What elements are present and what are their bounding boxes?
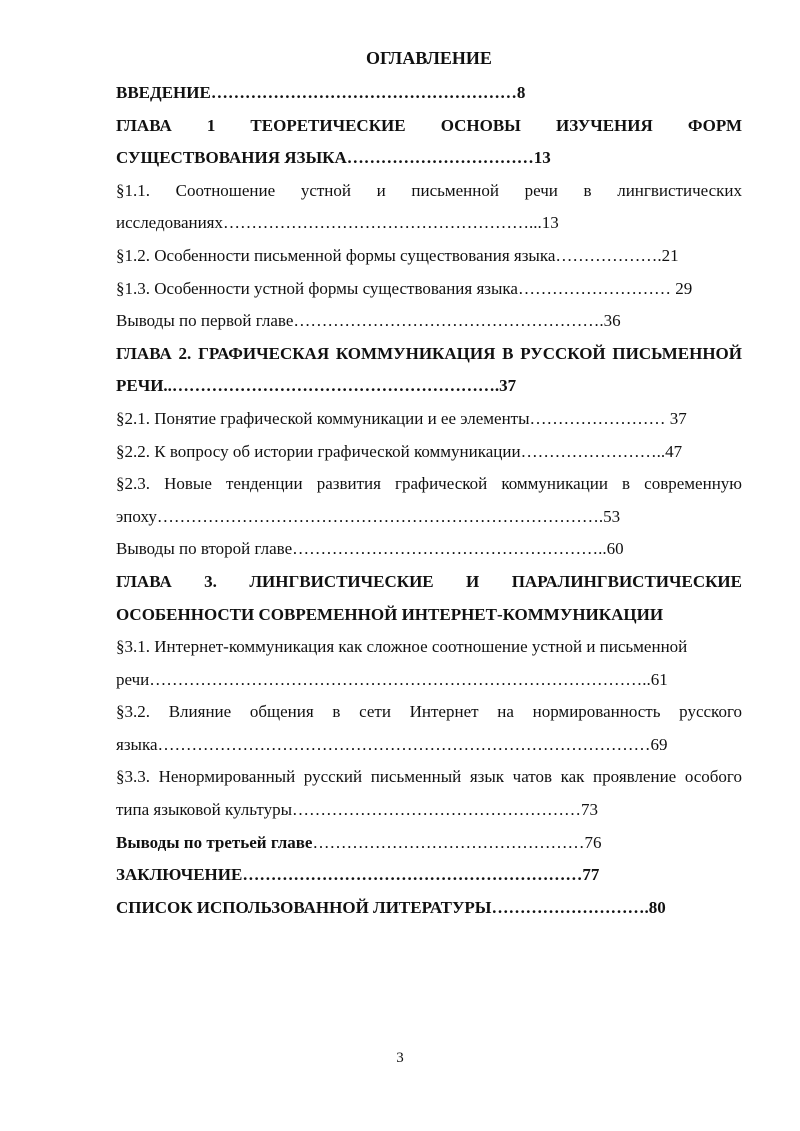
toc-entry: ВВЕДЕНИЕ………………………………………………8 — [116, 83, 526, 102]
toc-entry: ЗАКЛЮЧЕНИЕ……………………………………………………77 — [116, 865, 600, 885]
page-title: ОГЛАВЛЕНИЕ — [366, 48, 492, 68]
table-of-contents — [116, 44, 742, 924]
toc-entry: §1.3. Особенности устной формы существования языка……………………… 29 — [116, 278, 693, 298]
toc-entry: речи……………………………………………………………………………..61 — [116, 669, 668, 689]
toc-list — [116, 77, 742, 924]
toc-entry: ГЛАВА 1 ТЕОРЕТИЧЕСКИЕ ОСНОВЫ ИЗУЧЕНИЯ ФОРМ СУЩЕСТВОВАНИЯ ЯЗЫКА……………………………13 — [116, 115, 742, 168]
page-number: 3 — [396, 1050, 404, 1066]
toc-entry: СПИСОК ИСПОЛЬЗОВАННОЙ ЛИТЕРАТУРЫ……………………….80 — [116, 897, 666, 917]
toc-entry: ГЛАВА 3. ЛИНГВИСТИЧЕСКИЕ И ПАРАЛИНГВИСТИЧЕСКИЕ ОСОБЕННОСТИ СОВРЕМЕННОЙ ИНТЕРНЕТ-КОММУНИКАЦИИ — [116, 571, 742, 624]
toc-entry: ГЛАВА 2. ГРАФИЧЕСКАЯ КОММУНИКАЦИЯ В РУССКОЙ ПИСЬМЕННОЙ РЕЧИ..………………………………………………….37 — [116, 343, 742, 396]
toc-entry: §3.1. Интернет-коммуникация как сложное соотношение устной и письменной — [116, 637, 688, 657]
toc-entry: §1.2. Особенности письменной формы существования языка……………….21 — [116, 245, 679, 265]
toc-entry: §2.3. Новые тенденции развития графической коммуникации в современную эпоху…………………………………………………………………….53 — [116, 474, 742, 526]
toc-entry: §1.1. Соотношение устной и письменной речи в лингвистических исследованиях………………………………………………...13 — [116, 180, 742, 233]
toc-entry: Выводы по второй главе………………………………………………..60 — [116, 539, 624, 559]
toc-entry-bold-part: Выводы по третьей главе — [116, 832, 313, 852]
toc-entry: §3.2. Влияние общения в сети Интернет на нормированность русского языка……………………………………………………………………………69 — [116, 702, 742, 754]
toc-entry: §2.1. Понятие графической коммуникации и ее элементы…………………… 37 — [116, 408, 687, 428]
toc-entry: Выводы по первой главе……………………………………………….36 — [116, 311, 621, 331]
toc-entry — [116, 827, 742, 860]
toc-entry-rest: …………………………………………76 — [312, 832, 602, 852]
toc-entry: §2.2. К вопросу об истории графической коммуникации……………………..47 — [116, 441, 683, 461]
toc-entry: §3.3. Ненормированный русский письменный язык чатов как проявление особого типа языковой культуры……………………………………………73 — [116, 767, 742, 820]
